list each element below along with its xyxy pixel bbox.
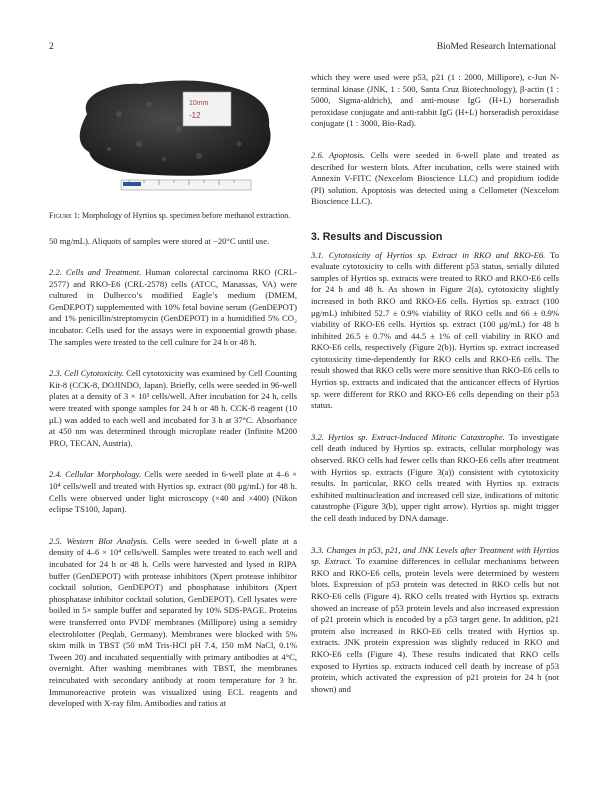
section-2-6: 2.6. Apoptosis. Cells were seeded in 6-well plate and treated as described for western blots. After incubation, cells were stained with Annexin V-FITC (Nexcelom Bioscience LLC) and propidium iodide (PI) solution. Apoptosis was detected using a Cellometer (Nexcelom Bioscience LLC).: [311, 149, 560, 207]
figure-1: [49, 74, 297, 204]
figure-1-caption: Figure 1: Morphology of Hyrtios sp. specimen before methanol extraction.: [49, 211, 291, 220]
section-2-2: 2.2. Cells and Treatment. Human colorectal carcinoma RKO (CRL-2577) and RKO-E6 (CRL-2578) cells (ATCC, Manassas, VA) were cultured in Dulbecco’s modified Eagle’s medium (DMEM, GenDEPOT) supplemented with 10% fetal bovine serum (GenDEPOT) and 1% penicillin/streptomycin (GenDEPOT) in a humidified 5% CO₂ incubator. Cells used for the assays were in exponential growth phase. The samples were treated to the cell culture for 24 h or 48 h.: [49, 267, 297, 347]
journal-name: BioMed Research International: [436, 42, 556, 52]
svg-text:-12: -12: [189, 111, 201, 120]
section-2-5: 2.5. Western Blot Analysis. Cells were seeded in 6-well plate at a density of 4–6 × 10⁴ cells/well. Samples were treated to each well and incubated for 24 h or 48 h. Cells were harvested and lysed in RIPA buffer (GenDEPOT) with protease inhibitors (Xpert protease inhibitor cocktail solution, GenDEPOT) and phosphatase inhibitors (Xpert phosphatase inhibitor cocktail solution, GenDEPOT). Cell lysates were boiled in 5× sample buffer and separated by 10% SDS-PAGE. Proteins were transferred onto PVDF membranes (Millipore) using a semidry electroblotter (Peqlab, Germany). Membranes were blocked with 5% skim milk in TBST (50 mM Tris-HCl pH 7.4, 150 mM NaCl, 0.1% Tween 20) and incubated sequentially with primary antibodies at 4°C, overnight. After washing membranes with TBST, the membranes reincubated with secondary antibody at room temperature for 3 hr. Immunoreactive protein was visualized using ECL reagents and developed with X-ray film. Antibodies and ratios at: [49, 535, 298, 709]
right-column: [311, 72, 559, 695]
paragraph-continuation: 50 mg/mL). Aliquots of samples were stored at −20°C until use.: [49, 235, 270, 246]
section-2-4: 2.4. Cellular Morphology. Cells were seeded in 6-well plate at 4–6 × 10⁴ cells/well and treated with Hyrtios sp. extract (80 μg/mL) for 48 h. Cells were observed under light microscopy (×40 and ×400) (Nikon eclipse TS100, Japan).: [49, 469, 297, 515]
paragraph-continuation-right: which they were used were p53, p21 (1 : 2000, Millipore), c-Jun N-terminal kinase (JNK, 1 : 500, Santa Cruz Biotechnology), β-actin (1 : 5000, Sigma-aldrich), and anti-mouse IgG (H+L) horseradish peroxidase conjugate and anti-rabbit IgG (H+L) horseradish peroxidase conjugate (1 : 3000, Bio-Rad).: [311, 72, 559, 129]
sponge-photo: [49, 74, 297, 204]
section-3-2: 3.2. Hyrtios sp. Extract-Induced Mitotic Catastrophe. To investigate cell death induced by Hyrtios sp. extracts, cellular morphology was observed. RKO cells had fewer cells than RKO-E6 cells after treatment with Hyrtios sp. extracts (Figure 3(a)) consistent with cytotoxicity results. In particular, RKO cells treated with Hyrtios sp. extracts exhibited multinucleation and increased cell size, indications of mitotic catastrophe (Figure 3(b), upper right arrow). Hyrtios sp. might trigger the cell death induced by DNA damage.: [311, 431, 559, 523]
section-2-3: 2.3. Cell Cytotoxicity. Cell cytotoxicity was examined by Cell Counting Kit-8 (CCK-8, DOJINDO, Japan). Briefly, cells were seeded in 96-well plates at a density of 3 × 10³ cells/well. After incubation for 24 h, cells were treated with sponge samples for 24 h or 48 h. CCK-8 reagent (10 μL) was added to each well and incubated for 3 h at 37°C. Absorbance at 450 nm was determined through microplate reader (Infinite M200 PRO, TECAN, Austria).: [49, 368, 297, 448]
page-number: 2: [49, 42, 54, 52]
sponge-specimen: [80, 81, 271, 176]
left-column: [49, 72, 297, 710]
section-3-1: 3.1. Cytotoxicity of Hyrtios sp. Extract in RKO and RKO-E6. To evaluate cytotoxicity to cells with different p53 status, serially diluted samples of Hyrtios sp. extracts were treated to RKO and RKO-E6 cells for 24 h and 48 h. As shown in Figure 2(a), cytotoxicity slightly increased in both RKO and RKO-E6 cells. Hyrtios sp. extract (100 μg/mL) inhibited 52.7 ± 0.9% viability of RKO cells and 66 ± 0.9% viability of RKO-E6 cells. Hyrtios sp. extract (100 μg/mL) for 48 h inhibited 26.5 ± 0.7% and 44.5 ± 1% of cell viability in RKO and RKO-E6 cells, respectively (Figure 2(b)). Hyrtios sp. extract increased cytotoxicity time-dependently for RKO cells and RKO-E6 cells. The result showed that RKO cells were more sensitive than RKO-E6 cells to Hyrtios sp. extracts and indicated that the anticancer effects of Hyrtios sp. were different for RKO and RKO-E6 cells depending on their p53 status.: [311, 249, 559, 411]
specimen-label: [183, 92, 231, 126]
svg-text:10mm: 10mm: [189, 100, 209, 107]
section-3-heading: 3. Results and Discussion: [311, 230, 443, 243]
section-3-3: 3.3. Changes in p53, p21, and JNK Levels after Treatment with Hyrtios sp. Extract. To examine differences in cellular mechanisms between RKO and RKO-E6 cells, protein levels were determined by western blots. Expression of p53 protein was detected in RKO cells but not RKO-E6 cells (Figure 4). RKO cells treated with Hyrtios sp. extracts showed an increase of p53 protein levels and also increased expression of p21 protein which is encoded by a p53 target gene. In addition, p21 protein also increased in RKO-E6 cells treated with Hyrtios sp. extracts. JNK protein expression was slightly reduced in RKO and RKO-E6 cells (Figure 4). These results indicated that RKO cells exposed to Hyrtios sp. extracts induced cell death by increase of p53 protein, which activated the expression of p21 protein for 24 h (not shown) and: [311, 544, 560, 694]
